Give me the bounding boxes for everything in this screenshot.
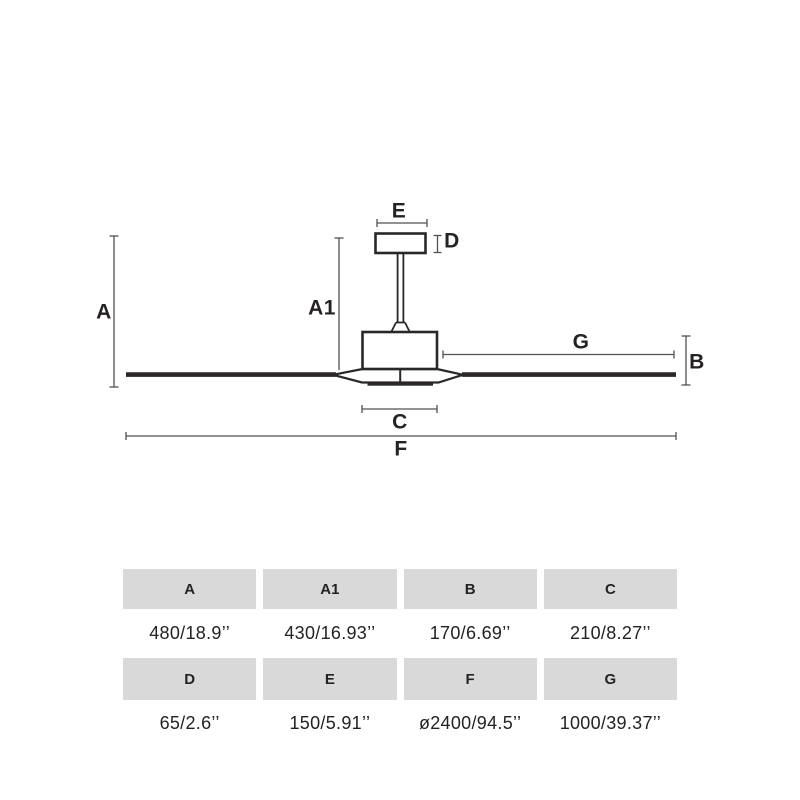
dimensions-table — [123, 569, 677, 747]
table-value-cell-a1: 430/16.93’’ — [284, 623, 376, 643]
table-value-cell-e: 150/5.91’’ — [289, 713, 371, 733]
dim-label-a: A — [96, 300, 112, 324]
ceiling-canopy — [376, 234, 426, 254]
table-header-cell-a1: A1 — [263, 569, 396, 609]
bottom-plate — [368, 382, 434, 386]
table-header-cell-g: G — [544, 658, 677, 700]
table-header-cell-d: D — [123, 658, 256, 700]
table-value-cell-d: 65/2.6’’ — [159, 713, 220, 733]
table-value-cell-c: 210/8.27’’ — [570, 623, 651, 643]
dim-label-f: F — [394, 437, 408, 461]
blade-holder — [333, 369, 463, 383]
table-value-cell-f: ø2400/94.5’’ — [418, 713, 522, 733]
dim-label-d: D — [444, 229, 460, 253]
table-header-cell-b: B — [404, 569, 537, 609]
dim-label-c: C — [392, 410, 408, 434]
table-header-cell-f: F — [404, 658, 537, 700]
table-header-cell-c: C — [544, 569, 677, 609]
dim-line-d — [434, 236, 442, 253]
dim-label-e: E — [391, 199, 407, 223]
dim-label-a1: A1 — [308, 296, 336, 320]
downrod — [392, 253, 410, 332]
dim-label-g: G — [572, 330, 590, 354]
dim-line-g — [443, 351, 674, 359]
table-header-cell-e: E — [263, 658, 396, 700]
table-value-cell-b: 170/6.69’’ — [429, 623, 511, 643]
table-value-cell-g: 1000/39.37’’ — [559, 713, 662, 733]
motor-housing — [363, 332, 438, 369]
table-header-cell-a: A — [123, 569, 256, 609]
dim-label-b: B — [689, 350, 705, 374]
table-value-cell-a: 480/18.9’’ — [149, 623, 230, 643]
